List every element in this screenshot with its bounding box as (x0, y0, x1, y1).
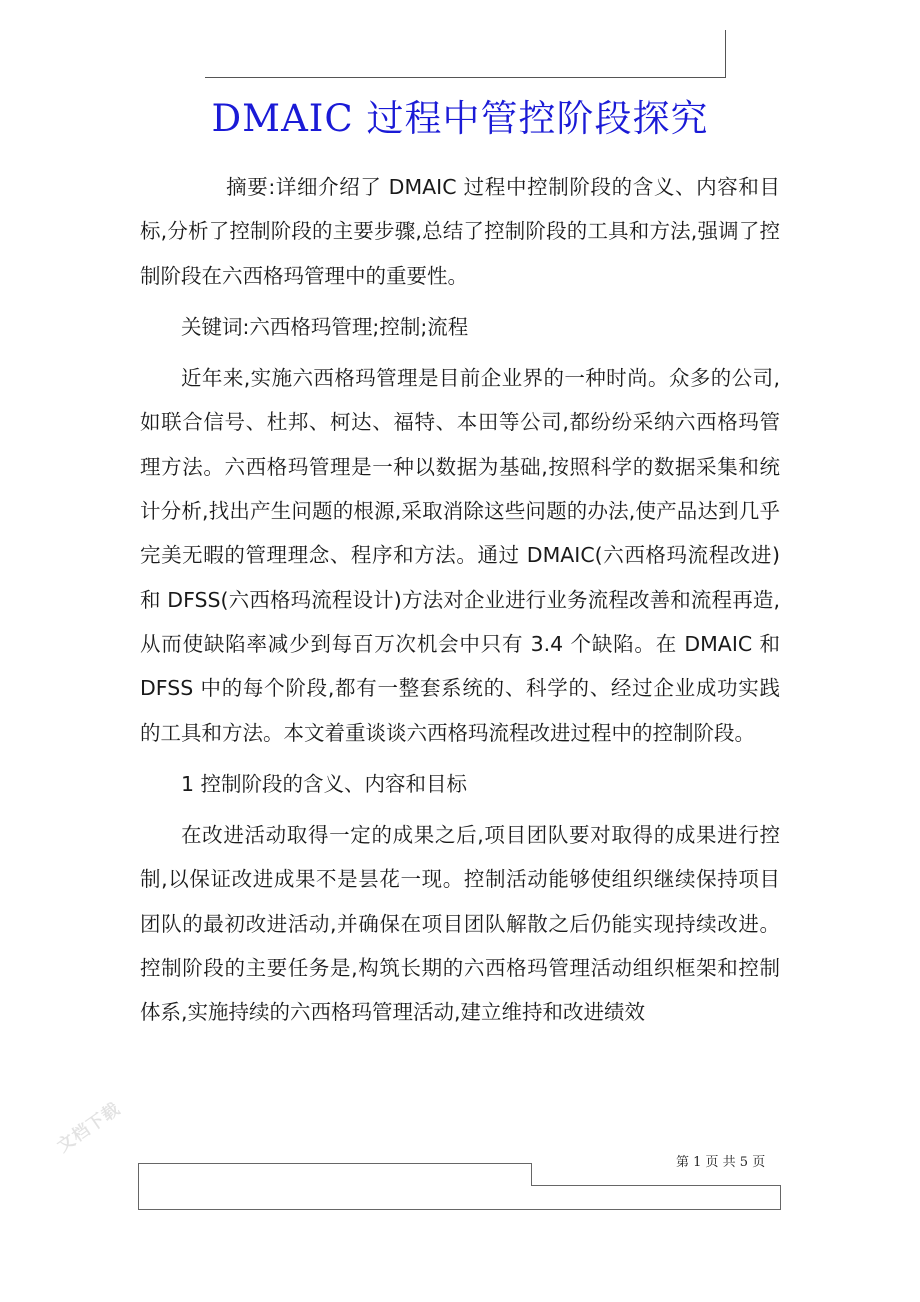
intro-paragraph: 近年来,实施六西格玛管理是目前企业界的一种时尚。众多的公司,如联合信号、杜邦、柯达、福特、本田等公司,都纷纷采纳六西格玛管理方法。六西格玛管理是一种以数据为基础,按照科学的数据采集和统计分析,找出产生问题的根源,采取消除这些问题的办法,使产品达到几乎完美无暇的管理理念、程序和方法。通过 DMAIC(六西格玛流程改进)和 DFSS(六西格玛流程设计)方法对企业进行业务流程改善和流程再造,从而使缺陷率减少到每百万次机会中只有 3.4 个缺陷。在 DMAIC 和 DFSS 中的每个阶段,都有一整套系统的、科学的、经过企业成功实践的工具和方法。本文着重谈谈六西格玛流程改进过程中的控制阶段。 (140, 366, 780, 745)
header-rule-vertical (725, 30, 726, 77)
keywords-paragraph: 关键词:六西格玛管理;控制;流程 (181, 314, 469, 339)
watermark-stamp: 文档下载 (53, 1099, 125, 1157)
footer-rule-upper (531, 1185, 781, 1186)
footer-rule-left (138, 1163, 139, 1209)
footer-rule-bottom (138, 1209, 781, 1210)
footer-rule-step (531, 1163, 532, 1185)
page-number: 第 1 页 共 5 页 (676, 1155, 766, 1170)
section-heading: 1 控制阶段的含义、内容和目标 (181, 771, 468, 796)
footer-rule-right (780, 1185, 781, 1209)
footer-rule (138, 1163, 531, 1164)
section-paragraph: 在改进活动取得一定的成果之后,项目团队要对取得的成果进行控制,以保证改进成果不是昙花一现。控制活动能够使组织继续保持项目团队的最初改进活动,并确保在项目团队解散之后仍能实现持续改进。控制阶段的主要任务是,构筑长期的六西格玛管理活动组织框架和控制体系,实施持续的六西格玛管理活动,建立维持和改进绩效 (140, 823, 780, 1025)
document-body (140, 165, 780, 1042)
document-title: DMAIC 过程中管控阶段探究 (211, 97, 709, 140)
abstract-paragraph: 摘要:详细介绍了 DMAIC 过程中控制阶段的含义、内容和目标,分析了控制阶段的主要步骤,总结了控制阶段的工具和方法,强调了控制阶段在六西格玛管理中的重要性。 (140, 175, 780, 288)
header-rule (205, 77, 726, 78)
